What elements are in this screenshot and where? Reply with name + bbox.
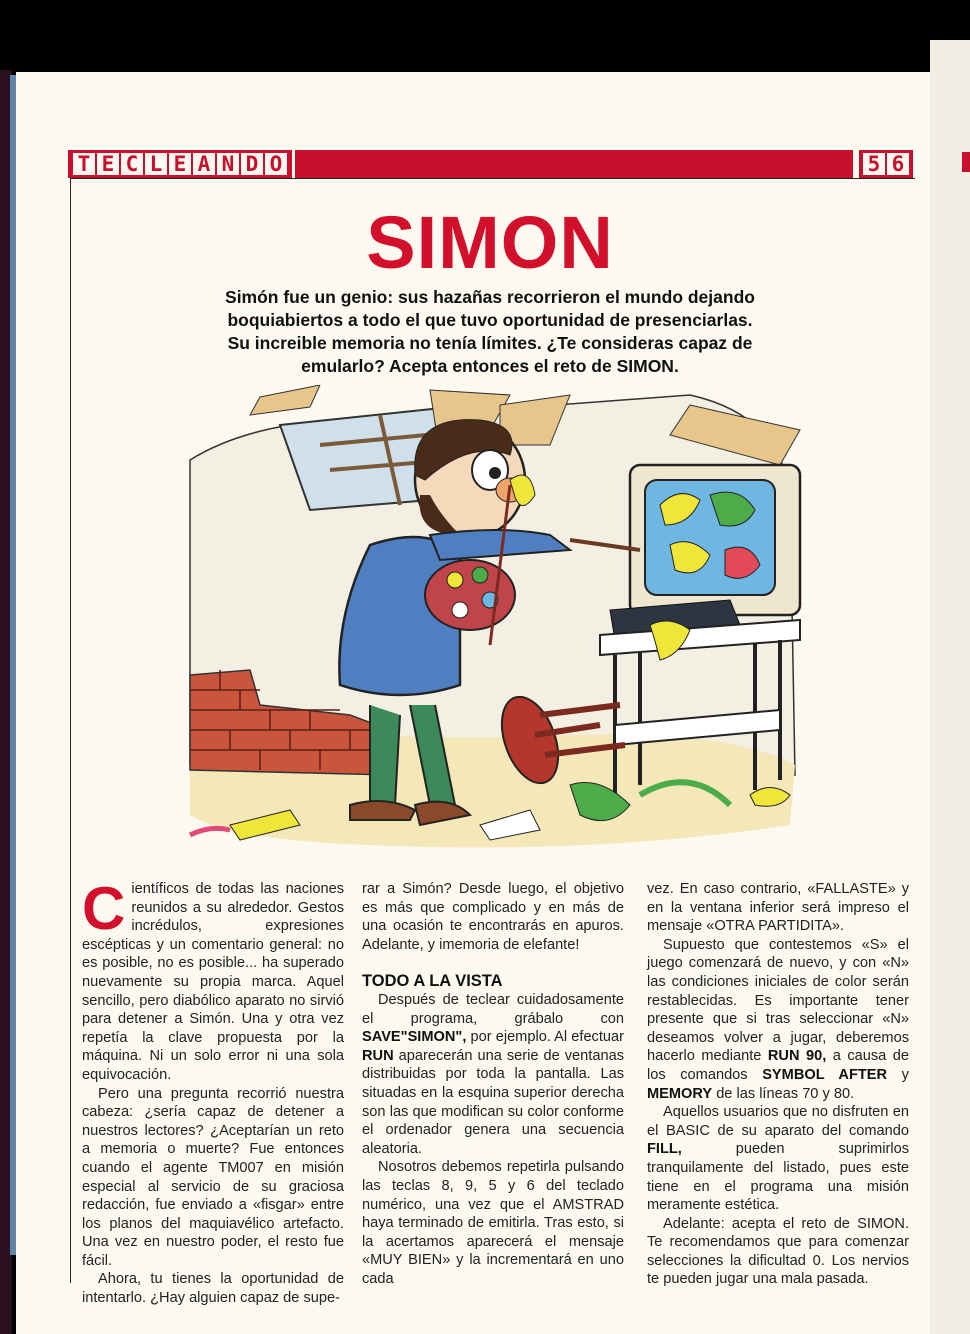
article-column-2 [362,880,624,1288]
article-intro: Simón fue un genio: sus hazañas recorrieron el mundo dejando boquiabiertos a todo el que tuvo oportunidad de presenciarlas. Su increible memoria no tenía límites. ¿Te consideras capaz de emularlo? Acepta entonces el reto de SIMON. [225,287,755,376]
cartoon-illustration [170,385,815,855]
header-bar [295,150,853,178]
section-header [68,150,913,178]
article-column-1 [82,875,344,1308]
section-title [68,150,292,178]
code-keyword: RUN [362,1047,394,1064]
paragraph: ientíficos de todas las naciones reunidos a su alrededor. Gestos incrédulos, expresiones escépticas y un comentario general: no es posible, no es posible... ha superado nuevamente su propia marca. Aquel sencillo, pero diabólico aparato no sirvió para detener a Simón. Una y otra vez repetía la clave propuesta por la máquina. Ni un solo error ni una sola equivocación. [82,881,344,1083]
section-letter: E [169,153,191,175]
code-keyword: FILL, [647,1141,682,1158]
paragraph: rar a Simón? Desde luego, el objetivo es más que complicado y en más de una ocasión te encontrarás en apuros. Adelante, y imemoria de elefante! [362,881,624,953]
paragraph: vez. En caso contrario, «FALLASTE» y en la ventana inferior será impreso el mensaje «OTRA PARTIDITA». [647,881,909,935]
subheading: TODO A LA VISTA [362,972,503,991]
code-keyword: SAVE"SIMON", [362,1029,467,1046]
text-run: de las líneas 70 y 80. [712,1085,855,1102]
page-digit: 5 [863,153,885,175]
paragraph [362,991,624,1158]
section-letter: L [145,153,167,175]
section-letter: C [121,153,143,175]
page-digit: 6 [887,153,909,175]
text-run: Supuesto que contestemos «S» el juego comenzará de nuevo, y con «N» las condiciones iniciales de color serán restablecidas. Es importante tener presente que si tras seleccionar «N» deseamos volver a jugar, deberemos hacerlo mediante [647,936,909,1065]
section-letter: N [217,153,239,175]
text-run: aparecerán una serie de ventanas distribuidas por toda la pantalla. Las situadas en la esquina superior derecha son las que modifican su color conforme el ordenador genera una secuencia aleatoria. [362,1047,624,1157]
text-run: a causa de los comandos [647,1048,909,1083]
article-title: SIMON [366,201,614,284]
article-column-3 [647,880,909,1289]
section-letter: O [265,153,287,175]
paragraph [647,936,909,1103]
paragraph: Nosotros debemos repetirla pulsando las teclas 8, 9, 5 y 6 del teclado numérico, una vez que el AMSTRAD haya terminado de emitirla. Tras esto, si la acertamos aparecerá el mensaje «MUY BIEN» y la incrementará en uno cada [362,1159,624,1287]
code-keyword: SYMBOL AFTER [762,1066,888,1083]
drop-cap: C [82,875,126,942]
paragraph: Pero una pregunta recorrió nuestra cabeza: ¿sería capaz de detener a nuestros lectores? ¿Aceptarían un reto a memoria o muerte? Fue entonces cuando el agente TM007 en misión especial al servicio de su graciosa redacción, fue enviado a «fisgar» entre los planos del maquiavélico artefacto. Una vez en nuestro poder, el resto fue fácil. [82,1085,344,1269]
text-run: pueden suprimirlos tranquilamente del listado, pues este tiene en el programa una misión meramente estética. [647,1141,909,1214]
page-number [859,150,913,178]
code-keyword: MEMORY [647,1085,713,1102]
text-run: por ejemplo. Al efectuar [466,1029,624,1046]
paragraph: Adelante: acepta el reto de SIMON. Te recomendamos que para comenzar selecciones la dificultad 0. Los nervios te pueden jugar una mala pasada. [647,1215,909,1288]
text-run: y [887,1066,909,1083]
code-keyword: RUN 90, [767,1048,827,1065]
text-run: Aquellos usuarios que no disfruten en el BASIC de su aparato del comando [647,1104,909,1139]
text-run: Después de teclear cuidadosamente el programa, grábalo con [362,991,624,1027]
paragraph [647,1103,909,1215]
section-letter: T [73,153,95,175]
section-letter: E [97,153,119,175]
section-letter: D [241,153,263,175]
paragraph: Ahora, tu tienes la oportunidad de intentarlo. ¿Hay alguien capaz de supe- [82,1271,344,1307]
section-letter: A [193,153,215,175]
